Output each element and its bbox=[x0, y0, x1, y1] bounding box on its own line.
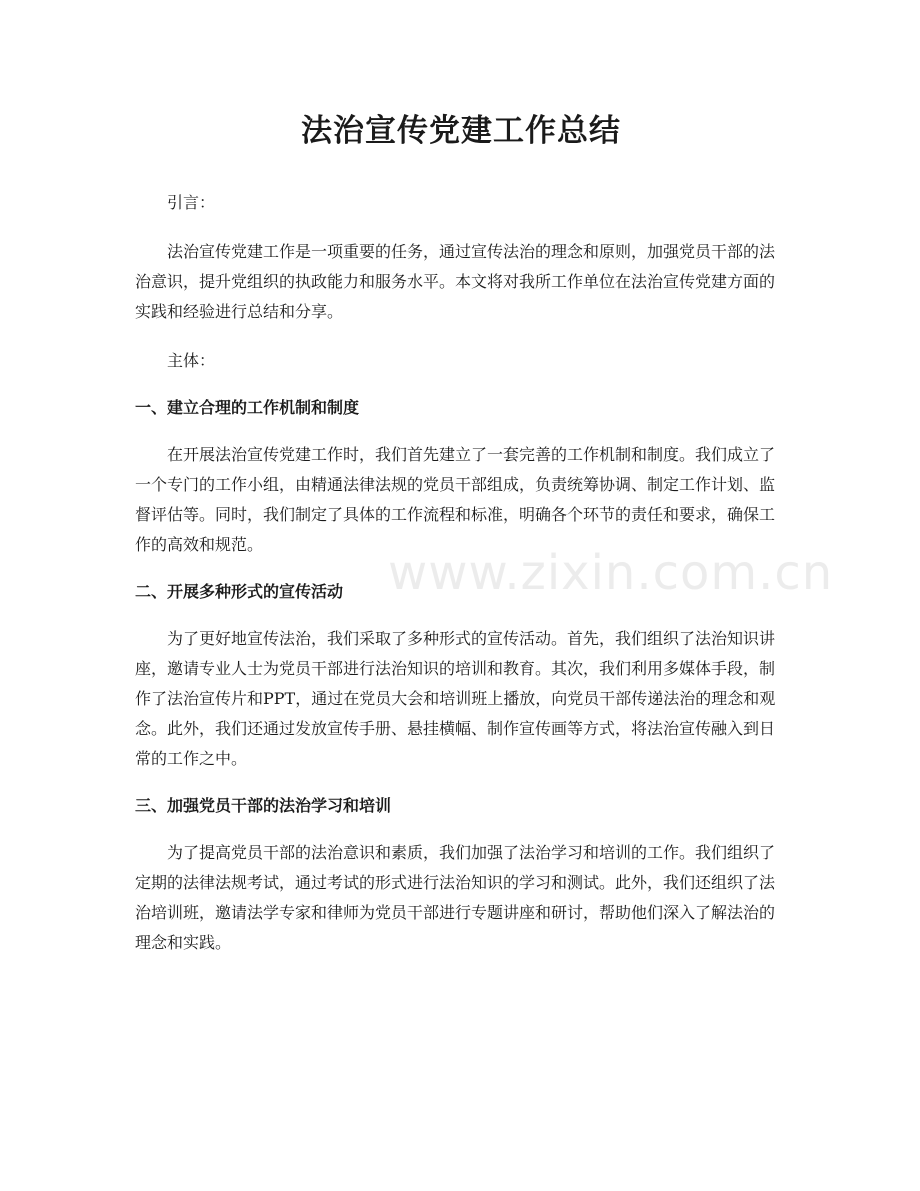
section-paragraph-3: 为了提高党员干部的法治意识和素质，我们加强了法治学习和培训的工作。我们组织了定期的法律法规考试，通过考试的形式进行法治知识的学习和测试。此外，我们还组织了法治培训班，邀请法学专家和律师为党员干部进行专题讲座和研讨，帮助他们深入了解法治的理念和实践。 bbox=[135, 843, 776, 952]
section-paragraph-2: 为了更好地宣传法治，我们采取了多种形式的宣传活动。首先，我们组织了法治知识讲座，邀请专业人士为党员干部进行法治知识的培训和教育。其次，我们利用多媒体手段，制作了法治宣传片和PPT，通过在党员大会和培训班上播放，向党员干部传递法治的理念和观念。此外，我们还通过发放宣传手册、悬挂横幅、制作宣传画等方式，将法治宣传融入到日常的工作之中。 bbox=[135, 629, 776, 768]
body-label: 主体： bbox=[167, 351, 216, 370]
document-content bbox=[135, 108, 787, 958]
intro-paragraph: 法治宣传党建工作是一项重要的任务，通过宣传法治的理念和原则，加强党员干部的法治意识，提升党组织的执政能力和服务水平。本文将对我所工作单位在法治宣传党建方面的实践和经验进行总结和分享。 bbox=[135, 242, 776, 321]
section-heading-3: 三、加强党员干部的法治学习和培训 bbox=[135, 796, 392, 815]
intro-label: 引言： bbox=[167, 193, 216, 212]
watermark: www.zixin.com.cn bbox=[388, 545, 834, 601]
section-heading-1: 一、建立合理的工作机制和制度 bbox=[135, 398, 360, 417]
document-title: 法治宣传党建工作总结 bbox=[301, 113, 621, 149]
section-paragraph-1: 在开展法治宣传党建工作时，我们首先建立了一套完善的工作机制和制度。我们成立了一个专门的工作小组，由精通法律法规的党员干部组成，负责统筹协调、制定工作计划、监督评估等。同时，我们制定了具体的工作流程和标准，明确各个环节的责任和要求，确保工作的高效和规范。 bbox=[135, 445, 776, 554]
section-heading-2: 二、开展多种形式的宣传活动 bbox=[135, 582, 344, 601]
